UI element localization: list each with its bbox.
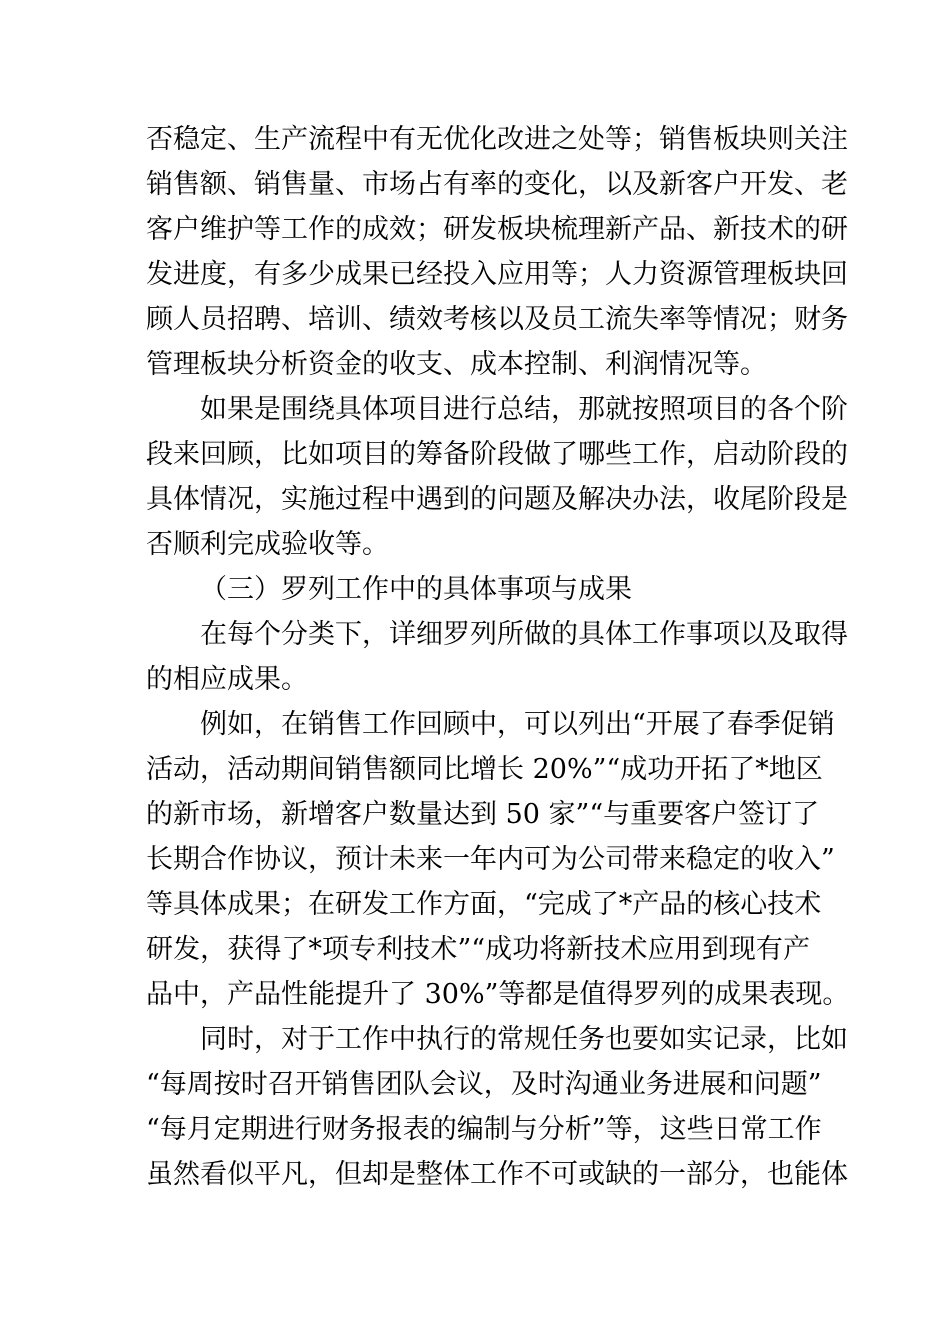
paragraph-line: 如果是围绕具体项目进行总结，那就按照项目的各个阶 (200, 394, 848, 425)
paragraph-line: 例如，在销售工作回顾中，可以列出“开展了春季促销 (200, 709, 835, 740)
paragraph-line: 否顺利完成验收等。 (146, 529, 389, 560)
paragraph-line: 顾人员招聘、培训、绩效考核以及员工流失率等情况；财务 (146, 304, 848, 335)
paragraph-line: 客户维护等工作的成效；研发板块梳理新产品、新技术的研 (146, 214, 848, 245)
paragraph-line: 的相应成果。 (146, 664, 308, 695)
paragraph-line: “每月定期进行财务报表的编制与分析”等，这些日常工作 (146, 1114, 822, 1145)
paragraph-line: 长期合作协议，预计未来一年内可为公司带来稳定的收入” (146, 844, 835, 875)
paragraph-line: 同时，对于工作中执行的常规任务也要如实记录，比如 (200, 1024, 848, 1055)
paragraph-line: 的新市场，新增客户数量达到 50 家”“与重要客户签订了 (146, 799, 820, 830)
paragraph-line: 具体情况，实施过程中遇到的问题及解决办法，收尾阶段是 (146, 484, 848, 515)
paragraph-line: 品中，产品性能提升了 30%”等都是值得罗列的成果表现。 (146, 979, 850, 1010)
paragraph-line: 段来回顾，比如项目的筹备阶段做了哪些工作，启动阶段的 (146, 439, 848, 470)
paragraph-line: 发进度，有多少成果已经投入应用等；人力资源管理板块回 (146, 259, 848, 290)
paragraph-line: 活动，活动期间销售额同比增长 20%”“成功开拓了*地区 (146, 754, 823, 785)
paragraph-line: 在每个分类下，详细罗列所做的具体工作事项以及取得 (200, 619, 848, 650)
paragraph-line: “每周按时召开销售团队会议，及时沟通业务进展和问题” (146, 1069, 822, 1100)
paragraph-line: 管理板块分析资金的收支、成本控制、利润情况等。 (146, 349, 767, 380)
paragraph-line: 销售额、销售量、市场占有率的变化，以及新客户开发、老 (146, 169, 848, 200)
paragraph-line: 研发，获得了*项专利技术”“成功将新技术应用到现有产 (146, 934, 810, 965)
section-heading: （三）罗列工作中的具体事项与成果 (200, 574, 632, 605)
paragraph-line: 否稳定、生产流程中有无优化改进之处等；销售板块则关注 (146, 124, 848, 155)
paragraph-line: 等具体成果；在研发工作方面，“完成了*产品的核心技术 (146, 889, 822, 920)
paragraph-line: 虽然看似平凡，但却是整体工作不可或缺的一部分，也能体 (146, 1159, 848, 1190)
